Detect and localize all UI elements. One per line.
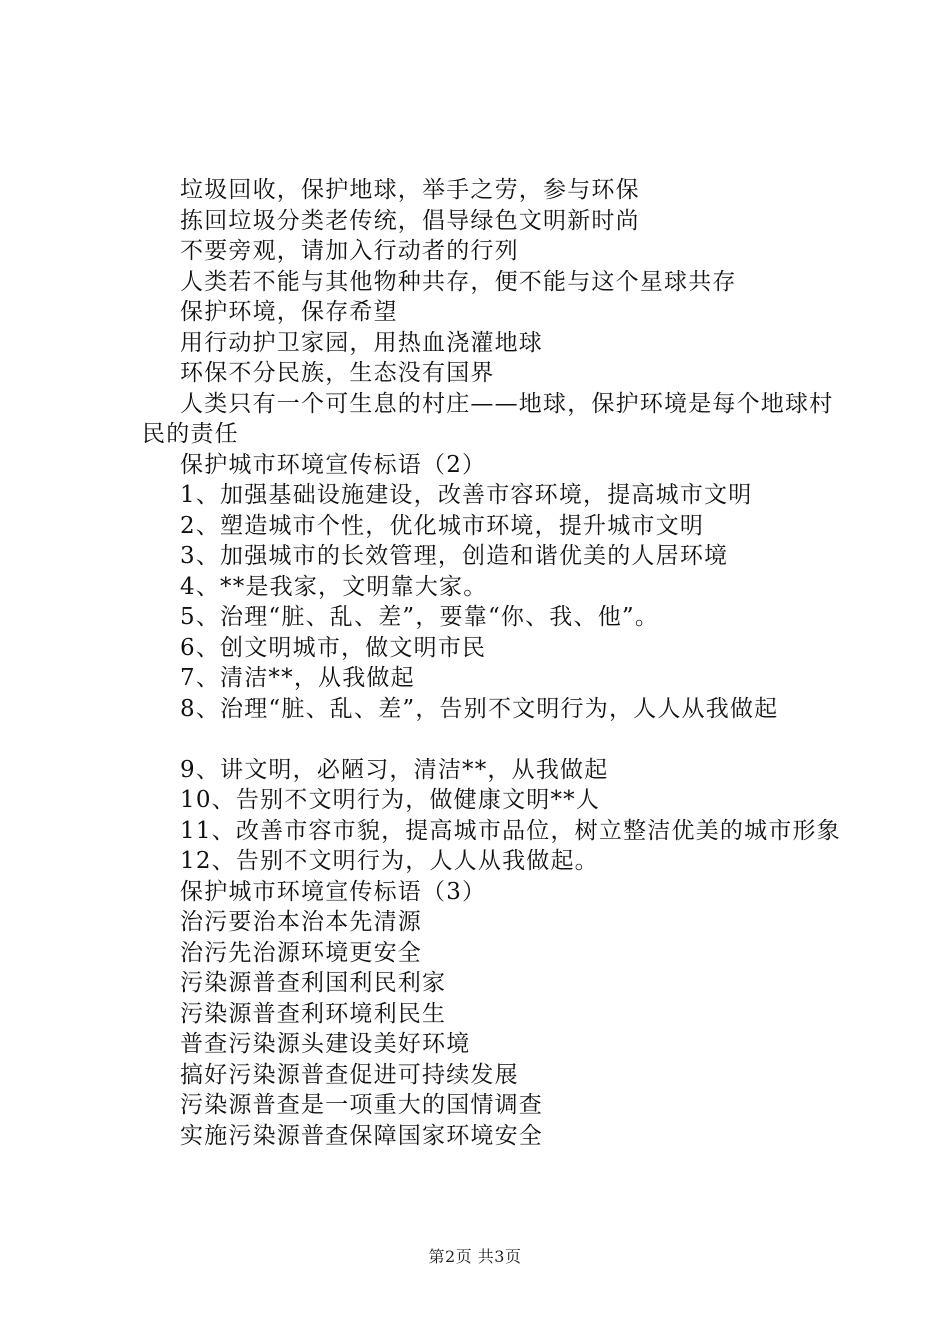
section-heading: 保护城市环境宣传标语（2） <box>180 451 487 478</box>
slogan-item: 3、加强城市的长效管理，创造和谐优美的人居环境 <box>180 543 729 569</box>
slogan-item: 4、**是我家，文明靠大家。 <box>180 573 488 600</box>
text-line: 普查污染源头建设美好环境 <box>180 1031 471 1057</box>
slogan-item: 11、改善市容市貌，提高城市品位，树立整洁优美的城市形象 <box>180 817 841 844</box>
slogan-item: 8、治理“脏、乱、差”，告别不文明行为，人人从我做起 <box>180 695 779 722</box>
page-number-footer: 第2页 共3页 <box>428 1247 522 1266</box>
text-line: 垃圾回收，保护地球，举手之劳，参与环保 <box>180 177 640 203</box>
text-line: 拣回垃圾分类老传统，倡导绿色文明新时尚 <box>180 207 640 234</box>
text-line: 用行动护卫家园，用热血浇灌地球 <box>180 329 543 356</box>
text-line: 治污先治源环境更安全 <box>180 939 422 966</box>
slogan-item: 10、告别不文明行为，做健康文明**人 <box>180 787 601 813</box>
text-line: 保护环境，保存希望 <box>180 299 398 325</box>
text-line: 不要旁观，请加入行动者的行列 <box>180 238 519 264</box>
text-line: 环保不分民族，生态没有国界 <box>180 360 495 386</box>
text-line: 搞好污染源普查促进可持续发展 <box>180 1061 519 1088</box>
slogan-item: 5、治理“脏、乱、差”，要靠“你、我、他”。 <box>180 604 660 630</box>
document-body <box>142 175 842 1151</box>
blank-line <box>142 724 842 755</box>
text-line: 人类若不能与其他物种共存，便不能与这个星球共存 <box>180 268 737 295</box>
slogan-item: 9、讲文明，必陋习，清洁**，从我做起 <box>180 756 609 783</box>
text-paragraph: 人类只有一个可生息的村庄——地球，保护环境是每个地球村民的责任 <box>142 390 834 447</box>
section-heading: 保护城市环境宣传标语（3） <box>180 878 487 905</box>
slogan-item: 12、告别不文明行为，人人从我做起。 <box>180 848 599 874</box>
text-line: 污染源普查利环境利民生 <box>180 1000 447 1027</box>
text-line: 污染源普查利国利民利家 <box>180 970 447 996</box>
slogan-item: 7、清洁**，从我做起 <box>180 665 415 691</box>
slogan-item: 6、创文明城市，做文明市民 <box>180 634 487 661</box>
slogan-item: 2、塑造城市个性，优化城市环境，提升城市文明 <box>180 512 705 539</box>
text-line: 治污要治本治本先清源 <box>180 909 422 935</box>
text-line: 实施污染源普查保障国家环境安全 <box>180 1122 543 1149</box>
text-line: 污染源普查是一项重大的国情调查 <box>180 1092 543 1118</box>
slogan-item: 1、加强基础设施建设，改善市容环境，提高城市文明 <box>180 482 753 508</box>
